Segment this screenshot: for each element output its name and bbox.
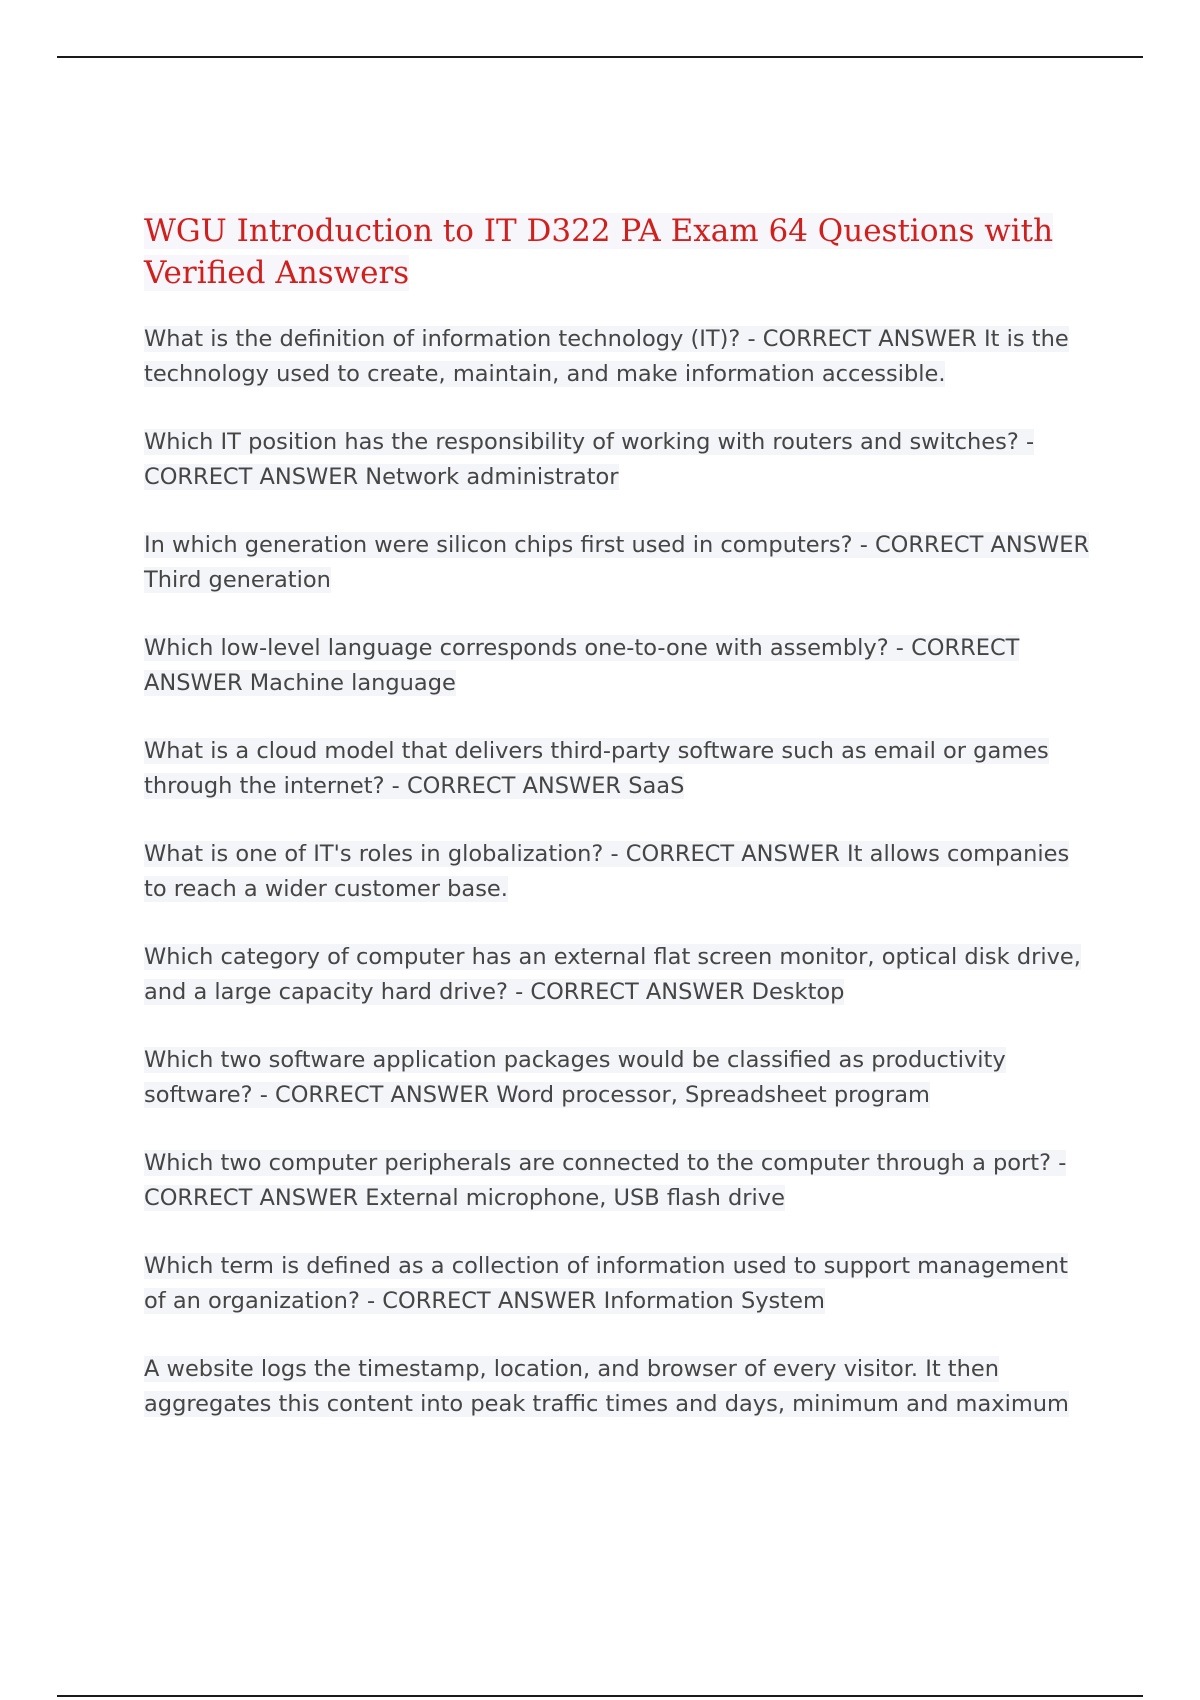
qa-item: What is the definition of information technology (IT)? - CORRECT ANSWER It is the technology used to create, maintain, and make information accessible.: [144, 326, 1069, 387]
qa-item: Which two computer peripherals are connected to the computer through a port? - CORRECT ANSWER External microphone, USB flash drive: [144, 1150, 1067, 1211]
document-body: [144, 210, 1094, 1421]
qa-item: Which term is defined as a collection of information used to support management of an organization? - CORRECT ANSWER Information System: [144, 1253, 1068, 1314]
top-rule: [57, 56, 1143, 58]
qa-item: Which category of computer has an external flat screen monitor, optical disk drive, and a large capacity hard drive? - CORRECT ANSWER Desktop: [144, 944, 1081, 1005]
qa-item: In which generation were silicon chips first used in computers? - CORRECT ANSWER Third generation: [144, 532, 1090, 593]
bottom-rule: [57, 1695, 1143, 1697]
qa-item: Which IT position has the responsibility of working with routers and switches? - CORRECT ANSWER Network administrator: [144, 429, 1035, 490]
qa-item-truncated: A website logs the timestamp, location, and browser of every visitor. It then aggregates this content into peak traffic times and days, minimum and maximum: [144, 1356, 1069, 1417]
qa-item: What is one of IT's roles in globalization? - CORRECT ANSWER It allows companies to reach a wider customer base.: [144, 841, 1070, 902]
qa-item: Which two software application packages would be classified as productivity software? - CORRECT ANSWER Word processor, Spreadsheet program: [144, 1047, 1006, 1108]
document-title: WGU Introduction to IT D322 PA Exam 64 Questions with Verified Answers: [144, 213, 1054, 291]
qa-item: What is a cloud model that delivers third-party software such as email or games through the internet? - CORRECT ANSWER SaaS: [144, 738, 1049, 799]
qa-item: Which low-level language corresponds one-to-one with assembly? - CORRECT ANSWER Machine language: [144, 635, 1020, 696]
